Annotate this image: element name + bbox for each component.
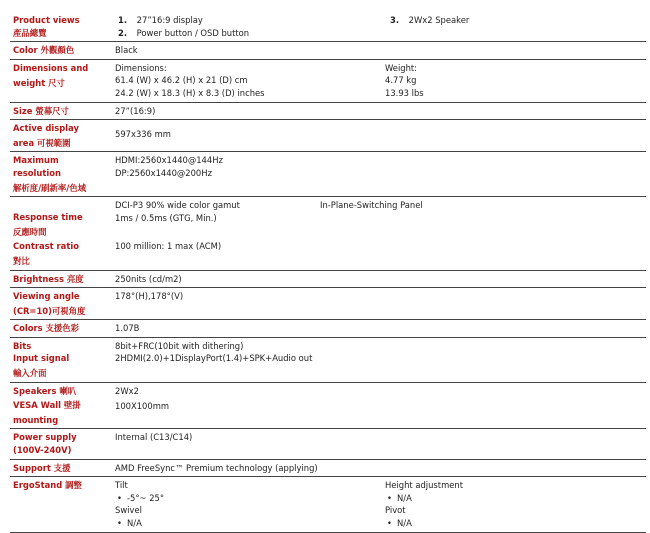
label-power: Power supply (100V-240V) xyxy=(13,432,77,456)
label-ergostand: ErgoStand 調整 xyxy=(13,480,82,491)
value-product-views xyxy=(112,12,646,42)
response-value: 1ms / 0.5ms (GTG, Min.) xyxy=(115,212,217,223)
value-bits-input: 8bit+FRC(10bit with dithering) 2HDMI(2.0)+1DisplayPort(1.4)+SPK+Audio out xyxy=(115,340,313,364)
row-size xyxy=(10,102,646,120)
value-colors: 1.07B xyxy=(115,323,140,334)
row-product-views xyxy=(10,12,646,42)
value-panel xyxy=(112,197,646,270)
row-power xyxy=(10,429,646,459)
list-item: • -5°~ 25° xyxy=(115,492,385,505)
list-item: 3. 2Wx2 Speaker xyxy=(390,15,470,25)
ergostand-right: Height adjustment • N/A Pivot • N/A xyxy=(385,479,643,529)
label-active-area: Active display area 可視範圍 xyxy=(13,123,79,148)
label-colors: Colors 支援色彩 xyxy=(13,323,80,334)
row-dimensions xyxy=(10,59,646,102)
row-colors xyxy=(10,320,646,338)
row-brightness xyxy=(10,270,646,288)
row-ergostand xyxy=(10,477,646,532)
value-dimensions xyxy=(112,59,646,102)
row-panel xyxy=(10,197,646,270)
value-max-resolution: HDMI:2560x1440@144Hz DP:2560x1440@200Hz xyxy=(115,155,223,178)
value-ergostand xyxy=(112,477,646,532)
row-bits-input xyxy=(10,337,646,382)
list-item: • N/A xyxy=(115,517,385,530)
list-item: 2. Power button / OSD button xyxy=(118,27,250,38)
label-viewing-angle: Viewing angle (CR=10)可視角度 xyxy=(13,291,86,316)
row-support xyxy=(10,459,646,477)
label-color: Color 外觀顏色 xyxy=(13,45,75,56)
list-item: 1. 27”16:9 display xyxy=(118,15,203,25)
label-support: Support 支援 xyxy=(13,462,71,473)
weight-block: Weight: 4.77 kg 13.93 lbs xyxy=(385,62,424,98)
list-item: • N/A xyxy=(385,492,643,505)
value-speakers-vesa: 2Wx2 100X100mm xyxy=(115,385,170,412)
row-active-area xyxy=(10,120,646,152)
row-viewing-angle xyxy=(10,288,646,320)
product-views-list-left xyxy=(115,14,387,39)
label-zh: 產品總覽 xyxy=(13,27,47,38)
label-max-resolution: Maximum resolution 解析度/刷新率/色域 xyxy=(13,155,87,193)
value-power: Internal (C13/C14) xyxy=(115,432,193,443)
gamut-text: DCI-P3 90% wide color gamut xyxy=(115,200,240,211)
spec-table xyxy=(10,12,646,533)
label-speakers-vesa: Speakers 喇叭 VESA Wall 壁掛 mounting xyxy=(13,385,81,425)
value-brightness: 250nits (cd/m2) xyxy=(115,273,182,284)
label-panel: Response time 反應時間 Contrast ratio 對比 xyxy=(13,212,83,266)
value-active-area: 597x336 mm xyxy=(115,129,171,140)
label-size: Size 螢幕尺寸 xyxy=(13,105,69,116)
value-color: Black xyxy=(115,45,138,56)
label-dimensions: Dimensions and weight 尺寸 xyxy=(13,62,89,89)
ergostand-left: Tilt • -5°~ 25° Swivel • N/A xyxy=(115,479,385,529)
value-size: 27”(16:9) xyxy=(115,105,156,116)
label-bits-input: Bits Input signal 輸入介面 xyxy=(13,340,70,379)
list-item: • N/A xyxy=(385,517,643,530)
contrast-value: 100 million: 1 max (ACM) xyxy=(115,241,222,252)
row-color xyxy=(10,42,646,60)
row-max-resolution xyxy=(10,152,646,197)
label-brightness: Brightness 亮度 xyxy=(13,273,84,284)
label-product-views xyxy=(10,12,112,42)
dimensions-block: Dimensions: 61.4 (W) x 46.2 (H) x 21 (D) cm 24.2 (W) x 18.3 (H) x 8.3 (D) inches xyxy=(115,62,265,98)
value-support: AMD FreeSync™ Premium technology (applying) xyxy=(115,462,318,473)
value-viewing-angle: 178°(H),178°(V) xyxy=(115,291,184,302)
panel-type-text: In-Plane-Switching Panel xyxy=(320,200,423,211)
product-views-list-right xyxy=(387,14,643,39)
label-en: Product views xyxy=(13,15,80,25)
row-speakers-vesa xyxy=(10,382,646,429)
